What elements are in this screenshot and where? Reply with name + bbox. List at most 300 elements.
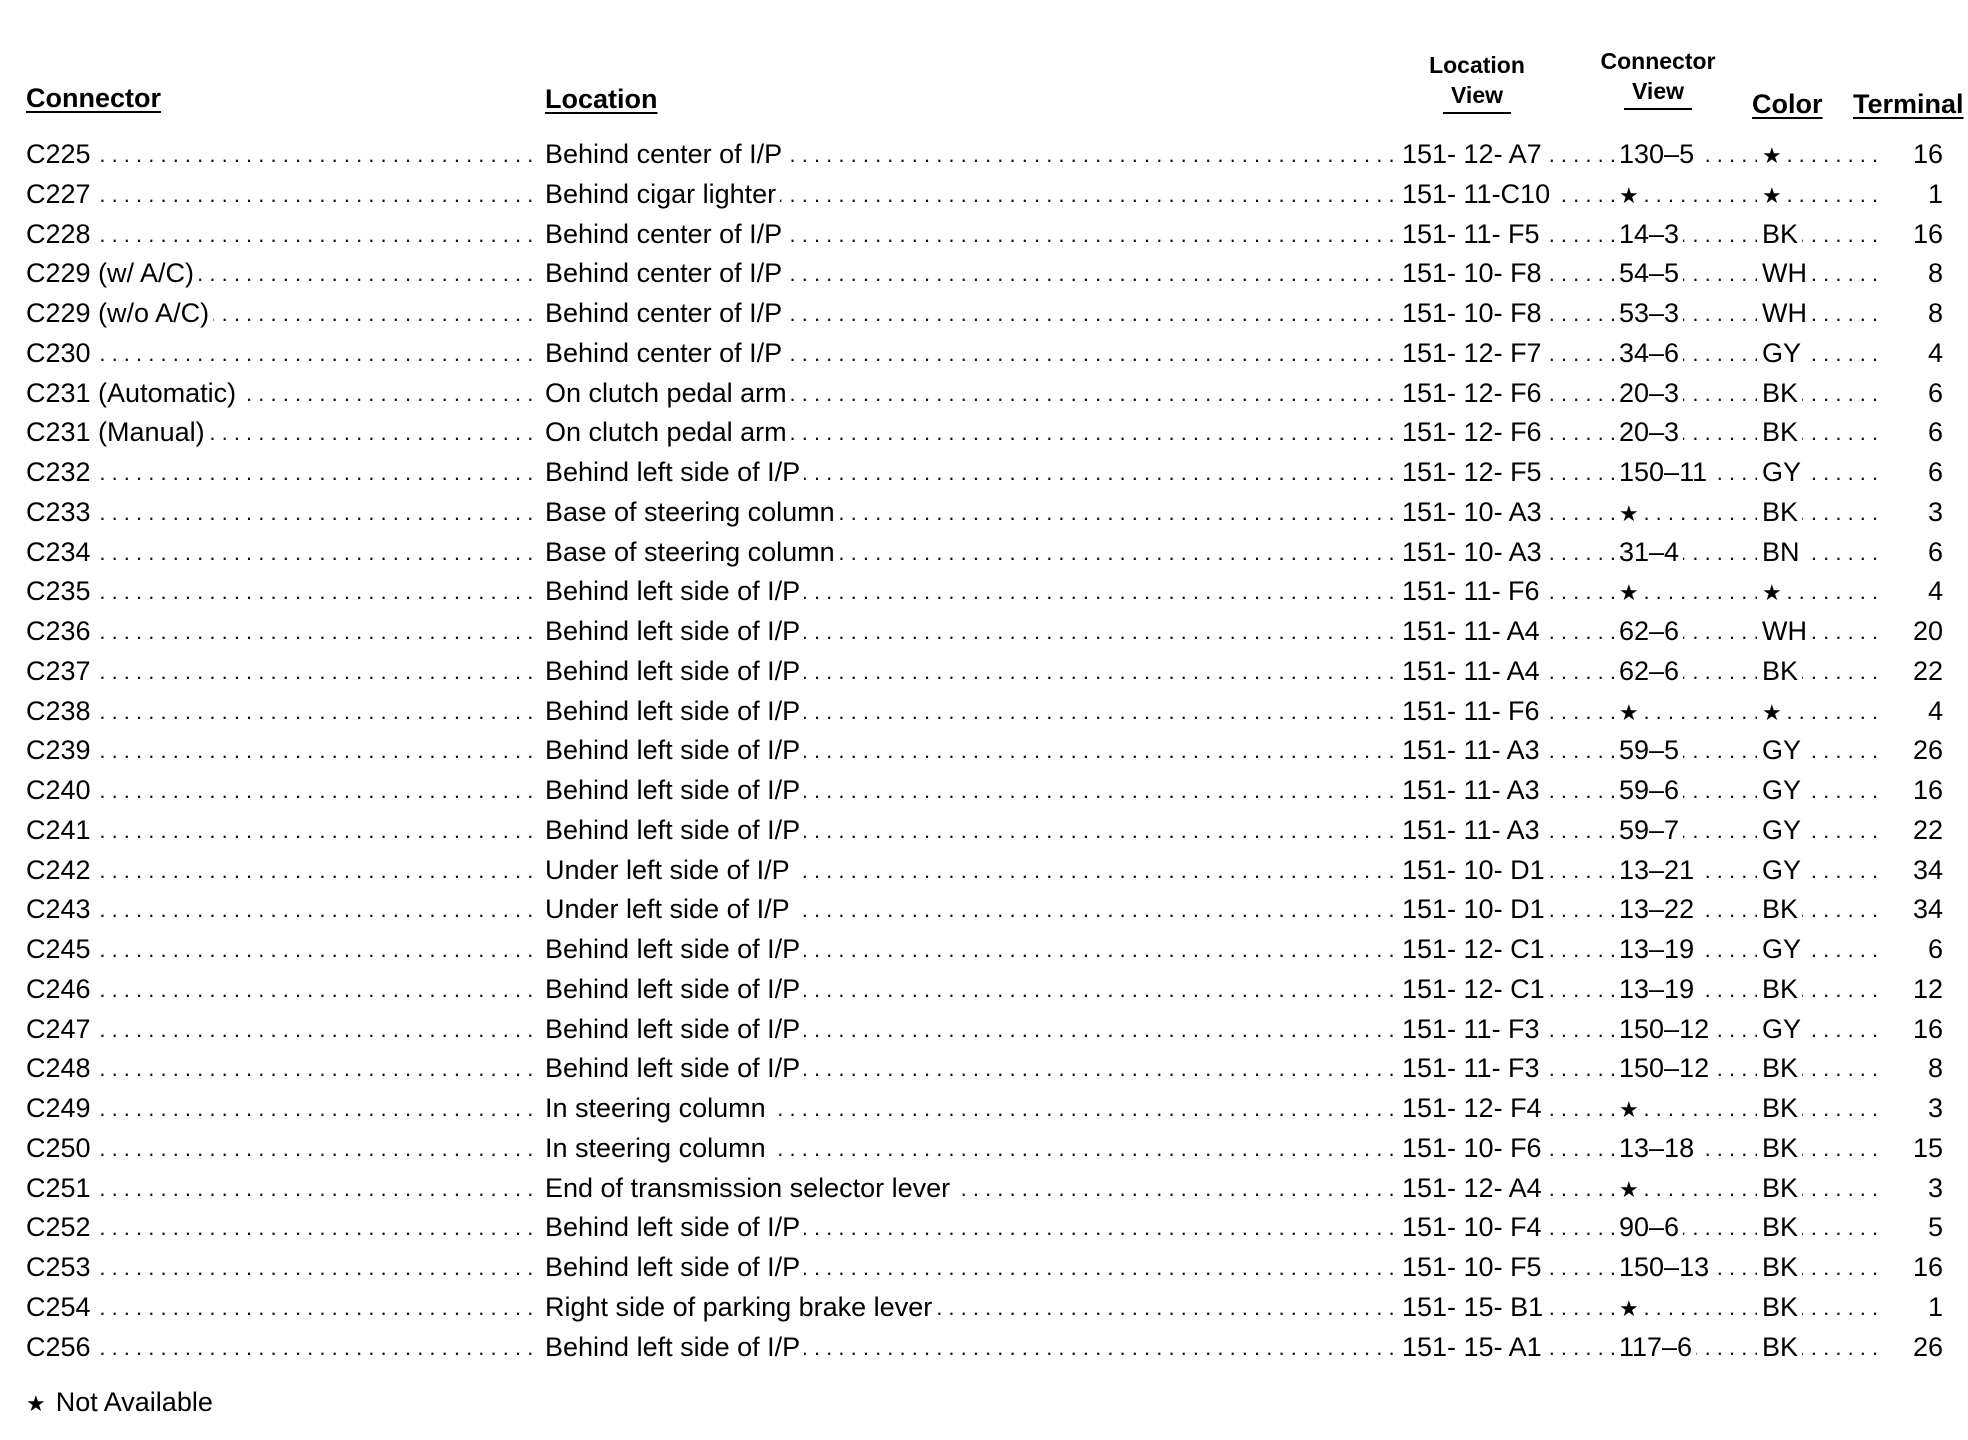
location-view-cell-text: 151- 11- A3 [1402, 735, 1544, 765]
header-terminal [1853, 89, 1964, 119]
terminal-cell [1885, 1049, 1943, 1089]
connector-view-cell-text: 20–3 [1619, 378, 1683, 408]
color-cell [1762, 1049, 1880, 1089]
connector-view-cell-text: 59–7 [1619, 815, 1683, 845]
location-cell-text: Behind cigar lighter [545, 179, 780, 209]
location-view-cell-text: 151- 10- F8 [1402, 258, 1546, 288]
color-cell-text: BN [1762, 537, 1804, 567]
color-cell-text: GY [1762, 1014, 1805, 1044]
terminal-cell [1885, 374, 1943, 414]
terminal-cell [1885, 1129, 1943, 1169]
location-cell [545, 175, 1395, 215]
color-cell [1762, 890, 1880, 930]
color-cell-text: GY [1762, 934, 1805, 964]
location-cell-text: Behind left side of I/P [545, 735, 804, 765]
color-cell-text: GY [1762, 338, 1805, 368]
table-row [0, 334, 1968, 374]
location-view-cell [1402, 811, 1614, 851]
color-cell-text: ★ [1762, 183, 1786, 208]
terminal-cell [1885, 1089, 1943, 1129]
location-cell [545, 811, 1395, 851]
connector-view-cell [1619, 254, 1757, 294]
location-cell-text: On clutch pedal arm [545, 417, 791, 447]
location-cell [545, 413, 1395, 453]
table-row [0, 413, 1968, 453]
color-cell [1762, 811, 1880, 851]
connector-cell-text: C228 [26, 219, 95, 249]
terminal-cell [1885, 1328, 1943, 1368]
location-cell-text: Behind center of I/P [545, 139, 786, 169]
connector-cell-text: C239 [26, 735, 95, 765]
color-cell [1762, 374, 1880, 414]
terminal-cell-text: 6 [1924, 457, 1943, 487]
location-cell-text: Behind left side of I/P [545, 1252, 804, 1282]
color-cell-text: BK [1762, 656, 1802, 686]
connector-cell-text: C253 [26, 1252, 95, 1282]
color-cell [1762, 731, 1880, 771]
connector-view-cell-text: ★ [1619, 501, 1643, 526]
table-row [0, 1049, 1968, 1089]
location-cell [545, 851, 1395, 891]
connector-view-cell-text: ★ [1619, 1296, 1643, 1321]
connector-cell-text: C236 [26, 616, 95, 646]
connector-view-cell [1619, 294, 1757, 334]
location-view-cell [1402, 294, 1614, 334]
connector-cell-text: C245 [26, 934, 95, 964]
terminal-cell-text: 4 [1924, 576, 1943, 606]
connector-view-cell-text: 150–13 [1619, 1252, 1713, 1282]
location-cell-text: Behind left side of I/P [545, 815, 804, 845]
location-view-cell [1402, 572, 1614, 612]
connector-cell [26, 493, 538, 533]
color-cell [1762, 652, 1880, 692]
table-row [0, 771, 1968, 811]
table-row [0, 1288, 1968, 1328]
terminal-cell-text: 16 [1909, 1014, 1943, 1044]
terminal-cell-text: 16 [1909, 775, 1943, 805]
header-location-view-line1: Location [1429, 52, 1525, 78]
table-row [0, 1248, 1968, 1288]
location-cell-text: Behind center of I/P [545, 258, 786, 288]
color-cell [1762, 1328, 1880, 1368]
connector-view-cell [1619, 811, 1757, 851]
connector-view-cell [1619, 533, 1757, 573]
color-cell-text: BK [1762, 219, 1802, 249]
location-cell [545, 254, 1395, 294]
color-cell-text: BK [1762, 497, 1802, 527]
connector-cell-text: C230 [26, 338, 95, 368]
connector-view-cell [1619, 1049, 1757, 1089]
color-cell-text: BK [1762, 1093, 1802, 1123]
connector-view-cell [1619, 572, 1757, 612]
connector-cell [26, 1288, 538, 1328]
location-view-cell-text: 151- 12- F7 [1402, 338, 1546, 368]
location-cell-text: Behind left side of I/P [545, 1053, 804, 1083]
terminal-cell-text: 3 [1924, 1093, 1943, 1123]
color-cell-text: WH [1762, 616, 1811, 646]
connector-view-cell [1619, 1010, 1757, 1050]
connector-cell [26, 692, 538, 732]
location-view-cell-text: 151- 11- A4 [1402, 616, 1544, 646]
connector-cell-text: C235 [26, 576, 95, 606]
location-view-cell [1402, 334, 1614, 374]
header-connector-view-line2: View [1624, 76, 1692, 110]
location-view-cell-text: 151- 11- F6 [1402, 696, 1544, 726]
connector-view-cell [1619, 851, 1757, 891]
connector-cell-text: C238 [26, 696, 95, 726]
color-cell [1762, 413, 1880, 453]
terminal-cell [1885, 970, 1943, 1010]
location-cell [545, 1208, 1395, 1248]
terminal-cell [1885, 1208, 1943, 1248]
table-row [0, 731, 1968, 771]
connector-cell-text: C252 [26, 1212, 95, 1242]
table-row [0, 1328, 1968, 1368]
color-cell-text: GY [1762, 457, 1805, 487]
connector-cell-text: C229 (w/ A/C) [26, 258, 198, 288]
color-cell [1762, 970, 1880, 1010]
connector-view-cell-text: 59–5 [1619, 735, 1683, 765]
location-view-cell-text: 151- 10- A3 [1402, 537, 1546, 567]
connector-cell [26, 572, 538, 612]
terminal-cell-text: 22 [1909, 815, 1943, 845]
location-cell-text: Behind left side of I/P [545, 974, 804, 1004]
connector-view-cell [1619, 970, 1757, 1010]
terminal-cell [1885, 930, 1943, 970]
location-cell-text: Behind center of I/P [545, 338, 786, 368]
location-view-cell [1402, 254, 1614, 294]
table-row [0, 890, 1968, 930]
connector-view-cell [1619, 1208, 1757, 1248]
table-row [0, 533, 1968, 573]
connector-view-cell-text: ★ [1619, 580, 1643, 605]
terminal-cell-text: 22 [1909, 656, 1943, 686]
color-cell-text: BK [1762, 417, 1802, 447]
terminal-cell [1885, 294, 1943, 334]
connector-view-cell-text: 14–3 [1619, 219, 1683, 249]
connector-cell [26, 294, 538, 334]
table-row [0, 215, 1968, 255]
color-cell [1762, 453, 1880, 493]
connector-cell-text: C242 [26, 855, 95, 885]
location-cell [545, 533, 1395, 573]
connector-cell-text: C248 [26, 1053, 95, 1083]
connector-cell-text: C243 [26, 894, 95, 924]
connector-cell-text: C227 [26, 179, 95, 209]
connector-view-cell-text: 34–6 [1619, 338, 1683, 368]
location-view-cell [1402, 175, 1614, 215]
location-cell-text: Behind left side of I/P [545, 696, 804, 726]
connector-view-cell-text: 13–22 [1619, 894, 1698, 924]
terminal-cell [1885, 652, 1943, 692]
connector-view-cell-text: 117–6 [1619, 1332, 1696, 1362]
location-cell-text: On clutch pedal arm [545, 378, 791, 408]
location-view-cell-text: 151- 11- A4 [1402, 656, 1544, 686]
terminal-cell [1885, 215, 1943, 255]
terminal-cell-text: 12 [1909, 974, 1943, 1004]
connector-cell [26, 890, 538, 930]
location-view-cell-text: 151- 10- F4 [1402, 1212, 1546, 1242]
terminal-cell-text: 6 [1924, 934, 1943, 964]
location-view-cell-text: 151- 11- F6 [1402, 576, 1544, 606]
location-cell [545, 572, 1395, 612]
location-view-cell-text: 151- 12- F6 [1402, 417, 1546, 447]
color-cell [1762, 294, 1880, 334]
connector-cell-text: C241 [26, 815, 95, 845]
connector-view-cell [1619, 215, 1757, 255]
connector-view-cell-text: 31–4 [1619, 537, 1683, 567]
location-cell [545, 493, 1395, 533]
table-row [0, 692, 1968, 732]
connector-view-cell-text: 150–12 [1619, 1053, 1713, 1083]
terminal-cell-text: 6 [1924, 378, 1943, 408]
location-cell [545, 1129, 1395, 1169]
terminal-cell [1885, 493, 1943, 533]
connector-view-cell-text: 13–21 [1619, 855, 1698, 885]
terminal-cell [1885, 890, 1943, 930]
connector-cell [26, 1129, 538, 1169]
connector-cell-text: C233 [26, 497, 95, 527]
terminal-cell [1885, 334, 1943, 374]
table-row [0, 135, 1968, 175]
connector-cell-text: C229 (w/o A/C) [26, 298, 213, 328]
connector-view-cell-text: 90–6 [1619, 1212, 1683, 1242]
color-cell [1762, 771, 1880, 811]
location-view-cell [1402, 493, 1614, 533]
color-cell-text: ★ [1762, 700, 1786, 725]
connector-cell-text: C256 [26, 1332, 95, 1362]
connector-cell [26, 1169, 538, 1209]
color-cell-text: WH [1762, 298, 1811, 328]
connector-cell [26, 851, 538, 891]
terminal-cell-text: 4 [1924, 696, 1943, 726]
location-cell [545, 1089, 1395, 1129]
connector-view-cell [1619, 135, 1757, 175]
connector-view-cell [1619, 652, 1757, 692]
terminal-cell [1885, 771, 1943, 811]
connector-cell [26, 334, 538, 374]
connector-view-cell [1619, 930, 1757, 970]
connector-view-cell-text: 62–6 [1619, 656, 1683, 686]
location-view-cell [1402, 135, 1614, 175]
location-view-cell [1402, 1169, 1614, 1209]
color-cell-text: GY [1762, 735, 1805, 765]
location-cell [545, 1328, 1395, 1368]
connector-cell [26, 1208, 538, 1248]
terminal-cell [1885, 851, 1943, 891]
terminal-cell [1885, 572, 1943, 612]
terminal-cell-text: 34 [1909, 855, 1943, 885]
connector-cell [26, 731, 538, 771]
color-cell [1762, 254, 1880, 294]
location-cell [545, 652, 1395, 692]
terminal-cell-text: 16 [1909, 139, 1943, 169]
connector-cell-text: C232 [26, 457, 95, 487]
table-row [0, 1208, 1968, 1248]
connector-view-cell-text: ★ [1619, 700, 1643, 725]
terminal-cell [1885, 1248, 1943, 1288]
location-cell [545, 771, 1395, 811]
location-cell [545, 970, 1395, 1010]
connector-view-cell [1619, 1089, 1757, 1129]
terminal-cell [1885, 533, 1943, 573]
connector-cell-text: C234 [26, 537, 95, 567]
connector-cell [26, 453, 538, 493]
terminal-cell-text: 8 [1924, 1053, 1943, 1083]
location-cell-text: In steering column [545, 1093, 770, 1123]
location-view-cell [1402, 1010, 1614, 1050]
location-view-cell [1402, 215, 1614, 255]
connector-view-cell [1619, 731, 1757, 771]
header-location [545, 84, 658, 114]
location-view-cell [1402, 652, 1614, 692]
table-row [0, 175, 1968, 215]
color-cell-text: BK [1762, 1292, 1802, 1322]
connector-cell-text: C225 [26, 139, 95, 169]
color-cell-text: GY [1762, 775, 1805, 805]
terminal-cell [1885, 135, 1943, 175]
location-view-cell [1402, 374, 1614, 414]
color-cell [1762, 1248, 1880, 1288]
terminal-cell [1885, 692, 1943, 732]
location-view-cell-text: 151- 10- F5 [1402, 1252, 1546, 1282]
location-cell [545, 731, 1395, 771]
terminal-cell [1885, 1010, 1943, 1050]
connector-view-cell-text: 13–18 [1619, 1133, 1698, 1163]
connector-view-cell-text: 130–5 [1619, 139, 1698, 169]
color-cell-text: BK [1762, 1053, 1802, 1083]
location-cell-text: Behind left side of I/P [545, 1014, 804, 1044]
terminal-cell-text: 8 [1924, 298, 1943, 328]
location-view-cell [1402, 1248, 1614, 1288]
header-color [1752, 89, 1823, 119]
header-location-label: Location [545, 84, 658, 114]
location-view-cell-text: 151- 11- F3 [1402, 1014, 1544, 1044]
header-connector [26, 83, 161, 113]
connector-view-cell-text: 20–3 [1619, 417, 1683, 447]
connector-view-cell [1619, 612, 1757, 652]
terminal-cell [1885, 413, 1943, 453]
location-cell-text: Behind left side of I/P [545, 775, 804, 805]
connector-view-cell-text: 150–11 [1619, 457, 1711, 487]
connector-view-cell-text: 53–3 [1619, 298, 1683, 328]
location-view-cell-text: 151- 10- D1 [1402, 894, 1549, 924]
terminal-cell-text: 16 [1909, 219, 1943, 249]
connector-view-cell [1619, 1129, 1757, 1169]
location-view-cell-text: 151- 10- F8 [1402, 298, 1546, 328]
location-cell-text: Under left side of I/P [545, 894, 794, 924]
table-row [0, 930, 1968, 970]
header-color-label: Color [1752, 89, 1823, 119]
location-view-cell-text: 151- 11- F3 [1402, 1053, 1544, 1083]
location-cell [545, 1288, 1395, 1328]
location-view-cell [1402, 413, 1614, 453]
location-view-cell [1402, 1089, 1614, 1129]
location-view-cell-text: 151- 11- A3 [1402, 775, 1544, 805]
color-cell-text: BK [1762, 974, 1802, 1004]
connector-view-cell [1619, 493, 1757, 533]
connector-cell-text: C254 [26, 1292, 95, 1322]
connector-cell-text: C240 [26, 775, 95, 805]
connector-view-cell [1619, 890, 1757, 930]
connector-view-cell [1619, 1248, 1757, 1288]
color-cell-text: ★ [1762, 580, 1786, 605]
connector-view-cell [1619, 692, 1757, 732]
connector-cell [26, 652, 538, 692]
terminal-cell-text: 15 [1909, 1133, 1943, 1163]
table-row [0, 572, 1968, 612]
location-cell-text: Behind left side of I/P [545, 656, 804, 686]
color-cell [1762, 334, 1880, 374]
connector-cell [26, 970, 538, 1010]
terminal-cell-text: 8 [1924, 258, 1943, 288]
location-cell-text: Behind left side of I/P [545, 576, 804, 606]
color-cell-text: BK [1762, 1212, 1802, 1242]
terminal-cell [1885, 453, 1943, 493]
location-view-cell-text: 151- 10- A3 [1402, 497, 1546, 527]
connector-cell [26, 1010, 538, 1050]
location-cell-text: Behind left side of I/P [545, 1212, 804, 1242]
location-view-cell-text: 151- 15- B1 [1402, 1292, 1547, 1322]
terminal-cell-text: 3 [1924, 497, 1943, 527]
location-view-cell [1402, 851, 1614, 891]
color-cell-text: GY [1762, 815, 1805, 845]
connector-cell [26, 771, 538, 811]
location-view-cell-text: 151- 12- F4 [1402, 1093, 1546, 1123]
color-cell-text: BK [1762, 1133, 1802, 1163]
connector-cell [26, 1089, 538, 1129]
color-cell-text: GY [1762, 855, 1805, 885]
connector-view-cell [1619, 1328, 1757, 1368]
terminal-cell-text: 5 [1924, 1212, 1943, 1242]
table-row [0, 453, 1968, 493]
connector-cell [26, 135, 538, 175]
location-cell [545, 890, 1395, 930]
location-view-cell [1402, 612, 1614, 652]
color-cell [1762, 1089, 1880, 1129]
table-row [0, 811, 1968, 851]
table-row [0, 1089, 1968, 1129]
table-row [0, 1129, 1968, 1169]
color-cell [1762, 215, 1880, 255]
connector-view-cell [1619, 1288, 1757, 1328]
location-cell-text: In steering column [545, 1133, 770, 1163]
terminal-cell-text: 6 [1924, 537, 1943, 567]
color-cell [1762, 1129, 1880, 1169]
connector-view-cell-text: ★ [1619, 183, 1643, 208]
location-view-cell-text: 151- 12- C1 [1402, 934, 1549, 964]
location-cell-text: Behind left side of I/P [545, 1332, 804, 1362]
location-view-cell [1402, 970, 1614, 1010]
connector-view-cell-text: 54–5 [1619, 258, 1683, 288]
color-cell [1762, 572, 1880, 612]
table-row [0, 612, 1968, 652]
connector-cell-text: C231 (Manual) [26, 417, 209, 447]
header-location-view [1402, 50, 1552, 114]
connector-cell [26, 1328, 538, 1368]
location-cell-text: Behind left side of I/P [545, 616, 804, 646]
table-row [0, 493, 1968, 533]
location-view-cell [1402, 930, 1614, 970]
location-view-cell-text: 151- 10- D1 [1402, 855, 1549, 885]
location-cell [545, 612, 1395, 652]
location-cell-text: Base of steering column [545, 497, 839, 527]
connector-view-cell [1619, 175, 1757, 215]
color-cell [1762, 533, 1880, 573]
location-view-cell [1402, 692, 1614, 732]
location-cell [545, 374, 1395, 414]
header-connector-view-line1: Connector [1600, 48, 1716, 74]
